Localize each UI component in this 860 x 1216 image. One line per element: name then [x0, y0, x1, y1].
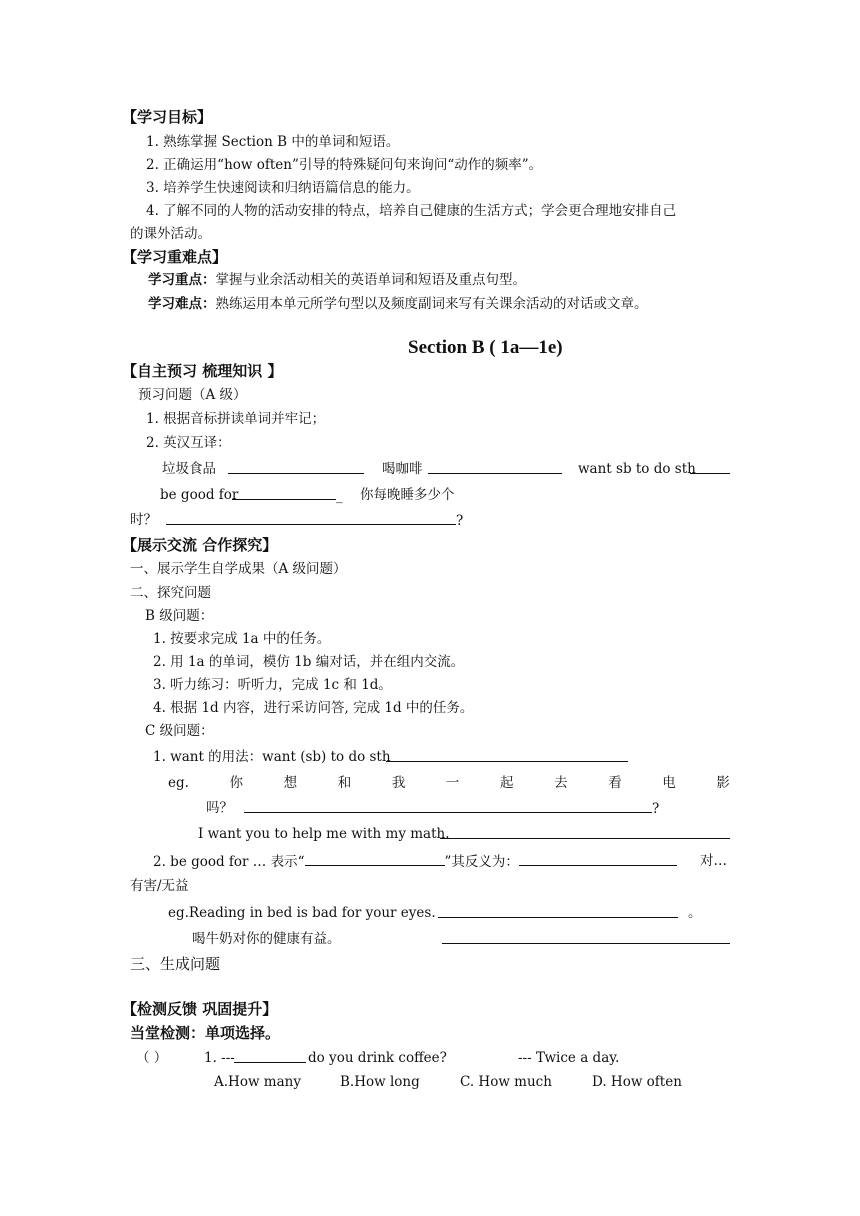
option-d[interactable]: D. How often: [592, 1074, 682, 1090]
c-level: C 级问题：: [145, 723, 214, 739]
blank-c2-meaning[interactable]: [305, 852, 445, 866]
eg-cont: 吗？: [206, 800, 233, 816]
eg-char: eg.: [168, 775, 189, 791]
preview-item-2: 2. 英汉互译：: [146, 435, 231, 451]
b-level: B 级问题：: [145, 608, 214, 624]
c2-post: 对…: [700, 853, 727, 869]
preview-header: 【自主预习 梳理知识 】: [122, 362, 283, 380]
blank-want-sb[interactable]: [690, 460, 730, 479]
blank-junk-food[interactable]: [228, 460, 364, 479]
key-focus-text: 掌握与业余活动相关的英语单词和短语及重点句型。: [215, 272, 526, 288]
objective-item: 的课外活动。: [130, 226, 211, 242]
q1-paren[interactable]: （ ）: [136, 1050, 168, 1066]
feedback-sub: 当堂检测：单项选择。: [130, 1024, 281, 1042]
preview-level: 预习问题（A 级）: [138, 387, 247, 403]
translate-be-good-for: be good for: [160, 487, 239, 503]
blank-eg1[interactable]: [244, 799, 659, 818]
b-item: 1. 按要求完成 1a 中的任务。: [153, 631, 331, 647]
c2-mid: ”其反义为：: [444, 854, 519, 870]
key-difficulty: [148, 295, 648, 313]
blank-tail: _: [336, 488, 343, 504]
option-a[interactable]: A.How many: [214, 1074, 301, 1090]
eg-3-end: 。: [688, 905, 702, 921]
q1-answer: --- Twice a day.: [518, 1050, 620, 1066]
blank-c1[interactable]: [386, 748, 628, 767]
objective-item: 3. 培养学生快速阅读和归纳语篇信息的能力。: [146, 180, 420, 196]
eg-2: I want you to help me with my math.: [198, 826, 450, 842]
eg-char: 看: [608, 775, 622, 791]
explore-part-3: 三、生成问题: [130, 955, 221, 973]
eg-3: eg.Reading in bed is bad for your eyes.: [168, 905, 436, 921]
eg-char: 你: [229, 775, 244, 791]
c2-cont: 有害/无益: [130, 878, 189, 894]
option-b[interactable]: B.How long: [340, 1074, 420, 1090]
blank-c2-antonym[interactable]: [519, 852, 677, 866]
b-item: 4. 根据 1d 内容，进行采访问答, 完成 1d 中的任务。: [153, 700, 474, 716]
blank-sleep-hours[interactable]: [166, 511, 463, 530]
eg-char: 电: [662, 775, 676, 791]
eg-char: 起: [500, 775, 514, 791]
eg-char: 一: [445, 775, 460, 791]
c-item-2: [153, 852, 677, 871]
eg-char: 影: [716, 775, 730, 791]
eg-char: 和: [337, 775, 352, 791]
eg-char: 去: [554, 775, 568, 791]
explore-header: 【展示交流 合作探究】: [122, 536, 278, 554]
translate-want-sb: want sb to do sth: [578, 461, 696, 477]
c2-pre: 2. be good for … 表示“: [153, 854, 305, 870]
objective-item: 1. 熟练掌握 Section B 中的单词和短语。: [146, 134, 400, 150]
eg-4: 喝牛奶对你的健康有益。: [192, 931, 341, 947]
b-item: 2. 用 1a 的单词，模仿 1b 编对话，并在组内交流。: [153, 654, 465, 670]
objective-item: 4. 了解不同的人物的活动安排的特点，培养自己健康的生活方式；学会更合理地安排自己: [146, 203, 677, 219]
section-title: Section B ( 1a—1e): [408, 337, 563, 358]
eg-char: 想: [283, 775, 298, 791]
key-focus: [148, 271, 526, 289]
blank-eg2[interactable]: [440, 825, 730, 844]
b-item: 3. 听力练习：听听力，完成 1c 和 1d。: [153, 677, 392, 693]
key-difficulty-label: 学习难点：: [148, 296, 216, 312]
eg-char: 我: [391, 775, 406, 791]
q1-text: do you drink coffee?: [308, 1050, 447, 1066]
translate-sleep-hours-cont: 时？: [130, 512, 157, 528]
translate-sleep-hours: 你每晚睡多少个: [360, 487, 455, 503]
translate-drink-coffee: 喝咖啡: [382, 461, 423, 477]
explore-part-2: 二、探究问题: [130, 585, 211, 601]
objective-item: 2. 正确运用“how often”引导的特殊疑问句来询问“动作的频率”。: [146, 157, 543, 173]
c-item-1: 1. want 的用法：want (sb) to do sth: [153, 749, 391, 765]
blank-be-good-for[interactable]: [232, 486, 343, 505]
translate-junk-food: 垃圾食品: [162, 461, 216, 477]
key-points-header: 【学习重难点】: [122, 248, 228, 266]
blank-eg3[interactable]: [438, 904, 678, 923]
q1-num: 1. ---: [204, 1050, 235, 1066]
preview-item-1: 1. 根据音标拼读单词并牢记；: [146, 411, 326, 427]
blank-q1[interactable]: [234, 1049, 306, 1068]
objectives-header: 【学习目标】: [122, 108, 213, 126]
blank-drink-coffee[interactable]: [428, 460, 562, 479]
eg-spread-line: [168, 774, 730, 792]
option-c[interactable]: C. How much: [460, 1074, 552, 1090]
blank-eg1-q: ?: [652, 801, 660, 817]
explore-part-1: 一、展示学生自学成果（A 级问题）: [130, 561, 347, 577]
feedback-header: 【检测反馈 巩固提升】: [122, 1000, 278, 1018]
key-difficulty-text: 熟练运用本单元所学句型以及频度副词来写有关课余活动的对话或文章。: [215, 296, 648, 312]
blank-sleep-q: ?: [456, 513, 464, 529]
key-focus-label: 学习重点：: [148, 272, 216, 288]
blank-eg4[interactable]: [442, 930, 730, 949]
